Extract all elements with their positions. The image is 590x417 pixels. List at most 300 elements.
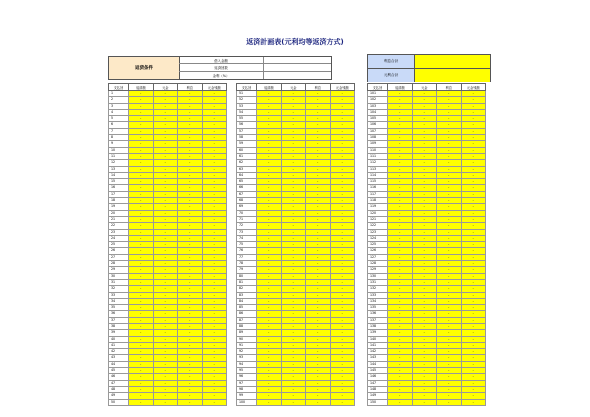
value-cell[interactable]: - — [257, 323, 282, 329]
value-cell[interactable]: - — [281, 355, 306, 361]
value-cell[interactable]: - — [388, 279, 413, 285]
value-cell[interactable]: - — [437, 172, 462, 178]
value-cell[interactable]: - — [129, 323, 154, 329]
value-cell[interactable]: - — [202, 135, 227, 141]
value-cell[interactable]: - — [412, 179, 437, 185]
value-cell[interactable]: - — [461, 103, 486, 109]
value-cell[interactable]: - — [281, 361, 306, 367]
value-cell[interactable]: - — [129, 172, 154, 178]
value-cell[interactable]: - — [388, 185, 413, 191]
value-cell[interactable]: - — [306, 242, 331, 248]
value-cell[interactable]: - — [257, 317, 282, 323]
value-cell[interactable]: - — [153, 349, 178, 355]
value-cell[interactable]: - — [153, 172, 178, 178]
value-cell[interactable]: - — [437, 223, 462, 229]
value-cell[interactable]: - — [330, 242, 355, 248]
value-cell[interactable]: - — [461, 122, 486, 128]
value-cell[interactable]: - — [437, 116, 462, 122]
value-cell[interactable]: - — [412, 261, 437, 267]
value-cell[interactable]: - — [153, 204, 178, 210]
value-cell[interactable]: - — [437, 355, 462, 361]
value-cell[interactable]: - — [461, 374, 486, 380]
value-cell[interactable]: - — [153, 261, 178, 267]
value-cell[interactable]: - — [281, 91, 306, 97]
value-cell[interactable]: - — [330, 135, 355, 141]
value-cell[interactable]: - — [257, 254, 282, 260]
value-cell[interactable]: - — [178, 336, 203, 342]
value-cell[interactable]: - — [388, 91, 413, 97]
value-cell[interactable]: - — [257, 216, 282, 222]
value-cell[interactable]: - — [281, 380, 306, 386]
value-cell[interactable]: - — [306, 229, 331, 235]
value-cell[interactable]: - — [257, 361, 282, 367]
value-cell[interactable]: - — [437, 292, 462, 298]
value-cell[interactable]: - — [129, 204, 154, 210]
value-cell[interactable]: - — [257, 166, 282, 172]
value-cell[interactable]: - — [202, 160, 227, 166]
value-cell[interactable]: - — [388, 374, 413, 380]
value-cell[interactable]: - — [306, 355, 331, 361]
value-cell[interactable]: - — [202, 248, 227, 254]
value-cell[interactable]: - — [153, 311, 178, 317]
value-cell[interactable]: - — [412, 191, 437, 197]
value-cell[interactable]: - — [412, 147, 437, 153]
value-cell[interactable]: - — [306, 216, 331, 222]
value-cell[interactable]: - — [437, 380, 462, 386]
value-cell[interactable]: - — [388, 380, 413, 386]
value-cell[interactable]: - — [153, 147, 178, 153]
value-cell[interactable]: - — [281, 292, 306, 298]
value-cell[interactable]: - — [202, 172, 227, 178]
value-cell[interactable]: - — [437, 229, 462, 235]
value-cell[interactable]: - — [461, 160, 486, 166]
value-cell[interactable]: - — [153, 393, 178, 399]
value-cell[interactable]: - — [202, 179, 227, 185]
value-cell[interactable]: - — [281, 261, 306, 267]
value-cell[interactable]: - — [388, 349, 413, 355]
value-cell[interactable]: - — [153, 330, 178, 336]
value-cell[interactable]: - — [388, 135, 413, 141]
value-cell[interactable]: - — [281, 349, 306, 355]
value-cell[interactable]: - — [129, 210, 154, 216]
value-cell[interactable]: - — [257, 279, 282, 285]
value-cell[interactable]: - — [178, 330, 203, 336]
value-cell[interactable]: - — [388, 311, 413, 317]
value-cell[interactable]: - — [257, 235, 282, 241]
value-cell[interactable]: - — [461, 286, 486, 292]
value-cell[interactable]: - — [388, 361, 413, 367]
value-cell[interactable]: - — [257, 273, 282, 279]
value-cell[interactable]: - — [306, 122, 331, 128]
value-cell[interactable]: - — [412, 355, 437, 361]
value-cell[interactable]: - — [153, 185, 178, 191]
value-cell[interactable]: - — [306, 386, 331, 392]
value-cell[interactable]: - — [306, 374, 331, 380]
value-cell[interactable]: - — [129, 349, 154, 355]
value-cell[interactable]: - — [330, 330, 355, 336]
value-cell[interactable]: - — [153, 380, 178, 386]
value-cell[interactable]: - — [129, 368, 154, 374]
value-cell[interactable]: - — [178, 286, 203, 292]
value-cell[interactable]: - — [330, 355, 355, 361]
value-cell[interactable]: - — [412, 368, 437, 374]
value-cell[interactable]: - — [153, 273, 178, 279]
value-cell[interactable]: - — [306, 91, 331, 97]
value-cell[interactable]: - — [437, 166, 462, 172]
value-cell[interactable]: - — [306, 286, 331, 292]
value-cell[interactable]: - — [388, 355, 413, 361]
value-cell[interactable]: - — [257, 97, 282, 103]
value-cell[interactable]: - — [257, 248, 282, 254]
value-cell[interactable]: - — [281, 198, 306, 204]
value-cell[interactable]: - — [461, 311, 486, 317]
value-cell[interactable]: - — [437, 248, 462, 254]
value-cell[interactable]: - — [257, 153, 282, 159]
value-cell[interactable]: - — [330, 97, 355, 103]
value-cell[interactable]: - — [330, 298, 355, 304]
value-cell[interactable]: - — [306, 166, 331, 172]
value-cell[interactable]: - — [437, 273, 462, 279]
value-cell[interactable]: - — [202, 305, 227, 311]
value-cell[interactable]: - — [153, 235, 178, 241]
value-cell[interactable]: - — [461, 97, 486, 103]
value-cell[interactable]: - — [330, 292, 355, 298]
value-cell[interactable]: - — [306, 317, 331, 323]
value-cell[interactable]: - — [281, 267, 306, 273]
value-cell[interactable]: - — [306, 279, 331, 285]
value-cell[interactable]: - — [281, 235, 306, 241]
value-cell[interactable]: - — [153, 122, 178, 128]
value-cell[interactable]: - — [306, 160, 331, 166]
value-cell[interactable]: - — [306, 361, 331, 367]
value-cell[interactable]: - — [281, 135, 306, 141]
value-cell[interactable]: - — [461, 242, 486, 248]
value-cell[interactable]: - — [178, 349, 203, 355]
value-cell[interactable]: - — [388, 235, 413, 241]
value-cell[interactable]: - — [306, 349, 331, 355]
value-cell[interactable]: - — [129, 261, 154, 267]
value-cell[interactable]: - — [437, 185, 462, 191]
value-cell[interactable]: - — [437, 128, 462, 134]
value-cell[interactable]: - — [281, 147, 306, 153]
value-cell[interactable]: - — [178, 191, 203, 197]
value-cell[interactable]: - — [178, 355, 203, 361]
value-cell[interactable]: - — [202, 368, 227, 374]
value-cell[interactable]: - — [178, 166, 203, 172]
value-cell[interactable]: - — [129, 298, 154, 304]
value-cell[interactable]: - — [388, 166, 413, 172]
value-cell[interactable]: - — [153, 160, 178, 166]
value-cell[interactable]: - — [257, 147, 282, 153]
value-cell[interactable]: - — [178, 342, 203, 348]
value-cell[interactable]: - — [281, 223, 306, 229]
value-cell[interactable]: - — [178, 97, 203, 103]
value-cell[interactable]: - — [330, 141, 355, 147]
value-cell[interactable]: - — [412, 311, 437, 317]
value-cell[interactable]: - — [306, 223, 331, 229]
value-cell[interactable]: - — [412, 399, 437, 405]
value-cell[interactable]: - — [153, 305, 178, 311]
value-cell[interactable]: - — [129, 342, 154, 348]
value-cell[interactable]: - — [202, 361, 227, 367]
value-cell[interactable]: - — [330, 179, 355, 185]
value-cell[interactable]: - — [437, 198, 462, 204]
value-cell[interactable]: - — [306, 248, 331, 254]
value-cell[interactable]: - — [153, 374, 178, 380]
value-cell[interactable]: - — [202, 393, 227, 399]
value-cell[interactable]: - — [129, 361, 154, 367]
value-cell[interactable]: - — [461, 116, 486, 122]
value-cell[interactable]: - — [412, 166, 437, 172]
value-cell[interactable]: - — [437, 135, 462, 141]
value-cell[interactable]: - — [281, 116, 306, 122]
value-cell[interactable]: - — [129, 317, 154, 323]
value-cell[interactable]: - — [129, 330, 154, 336]
value-cell[interactable]: - — [178, 204, 203, 210]
value-cell[interactable]: - — [178, 235, 203, 241]
value-cell[interactable]: - — [461, 386, 486, 392]
value-cell[interactable]: - — [330, 368, 355, 374]
value-cell[interactable]: - — [202, 103, 227, 109]
value-cell[interactable]: - — [178, 399, 203, 405]
value-cell[interactable]: - — [388, 122, 413, 128]
value-cell[interactable]: - — [178, 210, 203, 216]
value-cell[interactable]: - — [437, 323, 462, 329]
value-cell[interactable]: - — [129, 242, 154, 248]
value-cell[interactable]: - — [412, 323, 437, 329]
value-cell[interactable]: - — [281, 342, 306, 348]
value-cell[interactable]: - — [281, 254, 306, 260]
value-cell[interactable]: - — [257, 374, 282, 380]
value-cell[interactable]: - — [202, 279, 227, 285]
value-cell[interactable]: - — [388, 399, 413, 405]
value-cell[interactable]: - — [330, 166, 355, 172]
value-cell[interactable]: - — [178, 317, 203, 323]
value-cell[interactable]: - — [202, 242, 227, 248]
value-cell[interactable]: - — [330, 380, 355, 386]
value-cell[interactable]: - — [412, 317, 437, 323]
value-cell[interactable]: - — [388, 267, 413, 273]
value-cell[interactable]: - — [153, 179, 178, 185]
value-cell[interactable]: - — [461, 210, 486, 216]
value-cell[interactable]: - — [257, 109, 282, 115]
value-cell[interactable]: - — [412, 135, 437, 141]
value-cell[interactable]: - — [202, 311, 227, 317]
value-cell[interactable]: - — [178, 380, 203, 386]
value-cell[interactable]: - — [306, 109, 331, 115]
value-cell[interactable]: - — [412, 330, 437, 336]
value-cell[interactable]: - — [461, 305, 486, 311]
value-cell[interactable]: - — [153, 399, 178, 405]
value-cell[interactable]: - — [153, 91, 178, 97]
value-cell[interactable]: - — [388, 223, 413, 229]
value-cell[interactable]: - — [178, 103, 203, 109]
value-cell[interactable]: - — [178, 172, 203, 178]
value-cell[interactable]: - — [202, 191, 227, 197]
value-cell[interactable]: - — [388, 229, 413, 235]
value-cell[interactable]: - — [129, 380, 154, 386]
value-cell[interactable]: - — [412, 342, 437, 348]
value-cell[interactable]: - — [412, 254, 437, 260]
value-cell[interactable]: - — [461, 267, 486, 273]
value-cell[interactable]: - — [257, 141, 282, 147]
value-cell[interactable]: - — [202, 147, 227, 153]
value-cell[interactable]: - — [306, 311, 331, 317]
value-cell[interactable]: - — [257, 185, 282, 191]
value-cell[interactable]: - — [330, 393, 355, 399]
value-cell[interactable]: - — [129, 141, 154, 147]
value-cell[interactable]: - — [437, 342, 462, 348]
value-cell[interactable]: - — [330, 286, 355, 292]
value-cell[interactable]: - — [281, 179, 306, 185]
value-cell[interactable]: - — [306, 204, 331, 210]
value-cell[interactable]: - — [257, 298, 282, 304]
value-cell[interactable]: - — [412, 97, 437, 103]
value-cell[interactable]: - — [153, 323, 178, 329]
value-cell[interactable]: - — [412, 172, 437, 178]
value-cell[interactable]: - — [306, 261, 331, 267]
value-cell[interactable]: - — [388, 172, 413, 178]
value-cell[interactable]: - — [330, 305, 355, 311]
value-cell[interactable]: - — [330, 254, 355, 260]
value-cell[interactable]: - — [257, 305, 282, 311]
value-cell[interactable]: - — [388, 204, 413, 210]
value-cell[interactable]: - — [437, 374, 462, 380]
value-cell[interactable]: - — [330, 336, 355, 342]
value-cell[interactable]: - — [461, 317, 486, 323]
value-cell[interactable]: - — [306, 399, 331, 405]
value-cell[interactable]: - — [388, 153, 413, 159]
value-cell[interactable]: - — [437, 261, 462, 267]
value-cell[interactable]: - — [306, 254, 331, 260]
value-cell[interactable]: - — [306, 97, 331, 103]
value-cell[interactable]: - — [178, 393, 203, 399]
value-cell[interactable]: - — [412, 122, 437, 128]
value-cell[interactable]: - — [153, 336, 178, 342]
value-cell[interactable]: - — [388, 128, 413, 134]
count-input[interactable] — [264, 64, 331, 70]
value-cell[interactable]: - — [388, 305, 413, 311]
value-cell[interactable]: - — [388, 210, 413, 216]
value-cell[interactable]: - — [153, 267, 178, 273]
value-cell[interactable]: - — [461, 368, 486, 374]
value-cell[interactable]: - — [202, 91, 227, 97]
value-cell[interactable]: - — [306, 298, 331, 304]
value-cell[interactable]: - — [129, 248, 154, 254]
value-cell[interactable]: - — [257, 355, 282, 361]
value-cell[interactable]: - — [388, 336, 413, 342]
value-cell[interactable]: - — [178, 198, 203, 204]
value-cell[interactable]: - — [461, 147, 486, 153]
value-cell[interactable]: - — [330, 198, 355, 204]
value-cell[interactable]: - — [461, 323, 486, 329]
value-cell[interactable]: - — [412, 210, 437, 216]
value-cell[interactable]: - — [153, 254, 178, 260]
value-cell[interactable]: - — [202, 336, 227, 342]
value-cell[interactable]: - — [461, 191, 486, 197]
value-cell[interactable]: - — [330, 229, 355, 235]
value-cell[interactable]: - — [178, 242, 203, 248]
value-cell[interactable]: - — [281, 279, 306, 285]
value-cell[interactable]: - — [178, 216, 203, 222]
value-cell[interactable]: - — [129, 135, 154, 141]
value-cell[interactable]: - — [330, 235, 355, 241]
value-cell[interactable]: - — [257, 172, 282, 178]
value-cell[interactable]: - — [306, 210, 331, 216]
value-cell[interactable]: - — [281, 103, 306, 109]
value-cell[interactable]: - — [412, 242, 437, 248]
value-cell[interactable]: - — [388, 317, 413, 323]
value-cell[interactable]: - — [178, 153, 203, 159]
value-cell[interactable]: - — [461, 273, 486, 279]
value-cell[interactable]: - — [306, 128, 331, 134]
value-cell[interactable]: - — [281, 122, 306, 128]
value-cell[interactable]: - — [306, 116, 331, 122]
value-cell[interactable]: - — [153, 361, 178, 367]
value-cell[interactable]: - — [412, 223, 437, 229]
value-cell[interactable]: - — [202, 210, 227, 216]
value-cell[interactable]: - — [388, 179, 413, 185]
value-cell[interactable]: - — [129, 254, 154, 260]
value-cell[interactable]: - — [437, 311, 462, 317]
value-cell[interactable]: - — [153, 342, 178, 348]
value-cell[interactable]: - — [330, 128, 355, 134]
value-cell[interactable]: - — [129, 147, 154, 153]
value-cell[interactable]: - — [153, 153, 178, 159]
value-cell[interactable]: - — [202, 198, 227, 204]
value-cell[interactable]: - — [281, 317, 306, 323]
value-cell[interactable]: - — [330, 261, 355, 267]
value-cell[interactable]: - — [202, 386, 227, 392]
value-cell[interactable]: - — [178, 361, 203, 367]
value-cell[interactable]: - — [330, 323, 355, 329]
value-cell[interactable]: - — [306, 179, 331, 185]
value-cell[interactable]: - — [129, 91, 154, 97]
value-cell[interactable]: - — [306, 330, 331, 336]
value-cell[interactable]: - — [412, 116, 437, 122]
value-cell[interactable]: - — [129, 386, 154, 392]
value-cell[interactable]: - — [178, 141, 203, 147]
value-cell[interactable]: - — [281, 172, 306, 178]
value-cell[interactable]: - — [437, 317, 462, 323]
value-cell[interactable]: - — [153, 223, 178, 229]
value-cell[interactable]: - — [257, 399, 282, 405]
value-cell[interactable]: - — [330, 361, 355, 367]
value-cell[interactable]: - — [412, 374, 437, 380]
value-cell[interactable]: - — [306, 380, 331, 386]
value-cell[interactable]: - — [281, 374, 306, 380]
value-cell[interactable]: - — [330, 374, 355, 380]
value-cell[interactable]: - — [388, 109, 413, 115]
value-cell[interactable]: - — [330, 109, 355, 115]
value-cell[interactable]: - — [153, 286, 178, 292]
value-cell[interactable]: - — [330, 216, 355, 222]
value-cell[interactable]: - — [412, 336, 437, 342]
value-cell[interactable]: - — [257, 292, 282, 298]
value-cell[interactable]: - — [461, 361, 486, 367]
value-cell[interactable]: - — [412, 103, 437, 109]
value-cell[interactable]: - — [330, 91, 355, 97]
value-cell[interactable]: - — [330, 172, 355, 178]
value-cell[interactable]: - — [129, 393, 154, 399]
value-cell[interactable]: - — [257, 330, 282, 336]
value-cell[interactable]: - — [202, 323, 227, 329]
value-cell[interactable]: - — [178, 279, 203, 285]
value-cell[interactable]: - — [306, 336, 331, 342]
value-cell[interactable]: - — [437, 368, 462, 374]
value-cell[interactable]: - — [257, 179, 282, 185]
value-cell[interactable]: - — [178, 254, 203, 260]
